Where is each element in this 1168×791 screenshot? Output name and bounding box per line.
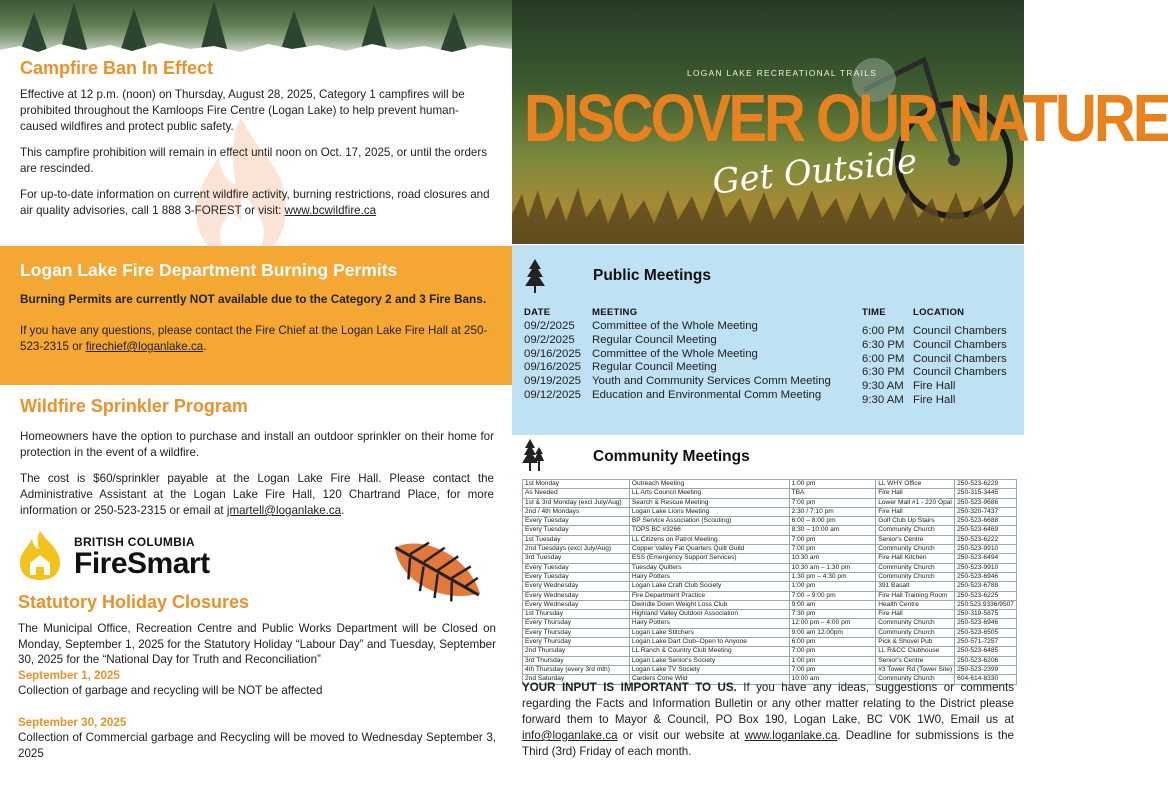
sprinkler-title: Wildfire Sprinkler Program: [20, 396, 248, 416]
community-meeting-day: 3rd Tuesday: [523, 554, 630, 563]
community-meeting-day: Every Wednesday: [523, 591, 630, 600]
public-meeting-meeting: Regular Council Meeting: [592, 333, 717, 346]
community-meeting-location: Senior's Centre: [876, 535, 955, 544]
campfire-ban-paragraph-3-text: For up-to-date information on current wildfire activity, burning restrictions, road closures and air quality advisories, call 1 888 3-FOREST or visit:: [20, 188, 490, 217]
community-meetings-section: [512, 436, 1024, 791]
community-meetings-table: [522, 479, 1017, 685]
holiday-closures-paragraph: The Municipal Office, Recreation Centre and Public Works Department will be Closed on Monday, September 1, 2025 for the Statutory Holiday “Labour Day” and Tuesday, September 30, 2025 for the “National Day for Truth and Reconciliation”: [18, 622, 496, 666]
table-row: [523, 563, 1017, 572]
table-row: [523, 656, 1017, 665]
community-meeting-day: Every Thursday: [523, 638, 630, 647]
community-meeting-day: 3rd Thursday: [523, 656, 630, 665]
community-meeting-meeting: ESS (Emergency Support Services): [629, 554, 789, 563]
community-meeting-location: Community Church: [876, 526, 955, 535]
holiday-date-2-text: Collection of Commercial garbage and Recycling will be moved to Wednesday September 3, 2025: [18, 731, 496, 760]
burning-permits-contact-end: .: [203, 340, 207, 353]
sprinkler-paragraph-2: [20, 471, 494, 519]
campfire-ban-section: [0, 52, 512, 246]
community-meeting-meeting: Logan Lake Lions Meeting: [629, 507, 789, 516]
sprinkler-section: [0, 396, 512, 519]
table-row: [523, 638, 1017, 647]
website-link[interactable]: www.loganlake.ca: [744, 729, 838, 742]
community-meeting-day: Every Thursday: [523, 619, 630, 628]
col-header-date: DATE: [524, 307, 551, 318]
table-row: [523, 498, 1017, 507]
firechief-email-link[interactable]: firechief@loganlake.ca: [85, 340, 204, 353]
community-meeting-day: Every Tuesday: [523, 526, 630, 535]
public-meeting-time: 9:30 AM: [862, 380, 904, 393]
community-meeting-time: 1:00 pm: [789, 480, 876, 489]
public-meetings-title: Public Meetings: [593, 267, 711, 284]
hero-subtitle: LOGAN LAKE RECREATIONAL TRAILS: [687, 68, 878, 78]
community-meeting-phone: 250-523-6222: [955, 535, 1017, 544]
community-meeting-location: Fire Hall: [876, 610, 955, 619]
community-meeting-phone: 250-523-9910: [955, 545, 1017, 554]
community-meeting-location: Pick & Shovel Pub: [876, 638, 955, 647]
public-meeting-date: 09/16/2025: [524, 361, 582, 374]
community-meeting-location: #3 Tower Rd (Tower Site): [876, 665, 955, 674]
col-header-time: TIME: [862, 307, 886, 318]
public-meeting-location: Fire Hall: [913, 394, 956, 406]
community-meeting-phone: 250-523-6505: [955, 628, 1017, 637]
community-meeting-day: Every Thursday: [523, 628, 630, 637]
public-meeting-date: 09/2/2025: [524, 320, 575, 332]
community-meeting-phone: 250-523-6469: [955, 526, 1017, 535]
community-meeting-time: 6:00 pm: [789, 638, 876, 647]
public-meeting-date: 09/12/2025: [524, 389, 582, 401]
community-meeting-time: 8:30 – 10:00 am: [789, 526, 876, 535]
community-meeting-meeting: Fire Department Practice: [629, 591, 789, 600]
table-row: [523, 619, 1017, 628]
community-meeting-meeting: LL Arts Council Meeting: [629, 489, 789, 498]
community-meeting-phone: 250-523-6485: [955, 647, 1017, 656]
table-row: [523, 591, 1017, 600]
community-meeting-meeting: Logan Lake Craft Club Society: [629, 582, 789, 591]
public-meeting-time: 6:00 PM: [862, 352, 905, 365]
community-meeting-day: 2nd Tuesdays (excl July/Aug): [523, 545, 630, 554]
community-meeting-location: Lower Mall #1 - 220 Opal: [876, 498, 955, 507]
public-meeting-meeting: Committee of the Whole Meeting: [592, 320, 758, 332]
holiday-date-2: September 30, 2025: [18, 715, 127, 729]
input-heading: YOUR INPUT IS IMPORTANT TO US.: [522, 681, 737, 694]
firesmart-flame-house-icon: [18, 529, 62, 581]
community-meeting-phone: 604-614-8330: [955, 675, 1017, 684]
community-meeting-location: Golf Club Up Stairs: [876, 517, 955, 526]
community-meeting-time: 7:00 pm: [789, 647, 876, 656]
discover-nature-banner: [512, 0, 1168, 244]
table-row: [523, 545, 1017, 554]
community-meeting-meeting: Dwindle Down Weight Loss Club: [629, 600, 789, 609]
community-meeting-day: 2nd Thursday: [523, 647, 630, 656]
community-meeting-time: 7:00 – 9:00 pm: [789, 591, 876, 600]
public-meeting-date: 09/19/2025: [524, 375, 582, 388]
community-meeting-meeting: Copper Valley Fat Quarters Quilt Guild: [629, 545, 789, 554]
community-meeting-phone: 250-523-9686: [955, 498, 1017, 507]
community-meeting-meeting: Logan Lake Stitchers: [629, 628, 789, 637]
community-meeting-day: 1st Thursday: [523, 610, 630, 619]
community-meeting-phone: 250-523-6688: [955, 517, 1017, 526]
community-meeting-location: Community Church: [876, 545, 955, 554]
public-meeting-time: 6:30 PM: [862, 338, 905, 351]
firesmart-logo: [18, 527, 248, 583]
community-meeting-phone: 250-319-5875: [955, 610, 1017, 619]
community-meeting-time: 12:00 pm – 4:00 pm: [789, 619, 876, 628]
community-meeting-phone: 250-315-3445: [955, 489, 1017, 498]
holiday-date-1: September 1, 2025: [18, 668, 120, 682]
community-meeting-phone: 250-571-7257: [955, 638, 1017, 647]
community-meeting-meeting: LL Ranch & Country Club Meeting: [629, 647, 789, 656]
community-meeting-phone: 250-523-6946: [955, 619, 1017, 628]
table-row: [523, 610, 1017, 619]
firesmart-wordmark: FireSmart: [74, 547, 210, 580]
burning-permits-title: Logan Lake Fire Department Burning Permits: [20, 260, 398, 280]
table-row: [523, 647, 1017, 656]
community-meeting-day: Every Tuesday: [523, 563, 630, 572]
community-meeting-day: Every Tuesday: [523, 517, 630, 526]
community-meeting-time: 10:00 am: [789, 675, 876, 684]
public-meeting-meeting: Regular Council Meeting: [592, 361, 717, 374]
holiday-date-1-text: Collection of garbage and recycling will be NOT be affected: [18, 684, 323, 697]
public-meeting-location: Council Chambers: [913, 366, 1007, 379]
campfire-ban-paragraph-1: Effective at 12 p.m. (noon) on Thursday, August 28, 2025, Category 1 campfires will be prohibited throughout the Kamloops Fire Centre (Logan Lake) to help prevent human-caused wildfires and protect public safety.: [20, 88, 465, 133]
community-meeting-location: Community Church: [876, 628, 955, 637]
public-meeting-date: 09/2/2025: [524, 333, 575, 346]
hero-script: Get Outside: [710, 141, 919, 203]
community-meeting-meeting: Carders Cone Wild: [629, 675, 789, 684]
community-meeting-time: 2:30 / 7:10 pm: [789, 507, 876, 516]
public-meeting-time: 6:30 PM: [862, 366, 905, 379]
community-meeting-day: Every Wednesday: [523, 582, 630, 591]
community-meeting-time: 1:30 pm – 4:30 pm: [789, 572, 876, 581]
burning-permits-section: [0, 246, 512, 385]
hero-title: DISCOVER OUR NATURE: [524, 81, 1168, 156]
community-meeting-location: Fire Hall Kitchen: [876, 554, 955, 563]
community-meeting-time: 7:00 pm: [789, 498, 876, 507]
community-meeting-meeting: TOPS BC #3266: [629, 526, 789, 535]
community-meeting-meeting: Search & Rescue Meeting: [629, 498, 789, 507]
community-meeting-meeting: LL Citizens on Patrol Meeting: [629, 535, 789, 544]
community-meeting-location: Senior's Centre: [876, 656, 955, 665]
sprinkler-paragraph-1: Homeowners have the option to purchase and install an outdoor sprinkler on their home for protection in the event of a wildfire.: [20, 430, 494, 459]
campfire-ban-title: Campfire Ban In Effect: [20, 58, 214, 78]
community-meeting-location: Fire Hall: [876, 507, 955, 516]
public-meeting-meeting: Education and Environmental Comm Meeting: [592, 389, 822, 401]
public-meeting-location: Fire Hall: [913, 380, 956, 393]
community-meeting-phone: 250-523-6946: [955, 572, 1017, 581]
holiday-closures-title: Statutory Holiday Closures: [18, 592, 250, 612]
community-meeting-time: TBA: [789, 489, 876, 498]
community-meeting-meeting: Hairy Potters: [629, 572, 789, 581]
table-row: [523, 665, 1017, 674]
table-row: [523, 535, 1017, 544]
public-meeting-date: 09/16/2025: [524, 347, 582, 360]
burning-permits-contact: [20, 323, 492, 355]
community-meeting-location: Community Church: [876, 619, 955, 628]
public-meeting-location: Council Chambers: [913, 338, 1007, 351]
community-meeting-phone: 250-523-9910: [955, 563, 1017, 572]
campfire-ban-paragraph-3: [20, 187, 492, 219]
community-meeting-meeting: Tuesday Quilters: [629, 563, 789, 572]
community-meeting-meeting: Logan Lake Senior's Society: [629, 656, 789, 665]
community-meeting-meeting: BP Service Association (Scouting): [629, 517, 789, 526]
public-meeting-location: Council Chambers: [913, 352, 1007, 365]
burning-permits-contact-text: If you have any questions, please contact the Fire Chief at the Logan Lake Fire Hall at 250-523-2315 or: [20, 324, 488, 353]
community-meeting-day: 1st & 3rd Monday (excl July/Aug): [523, 498, 630, 507]
input-end-text: . Deadline for submissions is the Third (3rd) Friday of each month.: [522, 729, 1014, 758]
bcwildfire-link[interactable]: www.bcwildfire.ca: [284, 204, 377, 217]
community-meeting-phone: 250.523.9336/9507: [955, 600, 1017, 609]
community-meeting-phone: 250-523-2399: [955, 665, 1017, 674]
public-meeting-time: 9:30 AM: [862, 394, 904, 406]
info-email-link[interactable]: info@loganlake.ca: [522, 729, 618, 742]
public-meeting-meeting: Committee of the Whole Meeting: [592, 347, 758, 360]
community-meeting-phone: 250-523-6206: [955, 656, 1017, 665]
community-meeting-day: 2nd Saturday: [523, 675, 630, 684]
input-text: If you have any ideas, suggestions or comments regarding the Facts and Information Bulletin or any other matter relating to the District please forward them to Mayor & Council, PO Box 190, Logan Lake, BC V0K 1W0, Email us at: [522, 681, 1014, 726]
community-meeting-day: Every Tuesday: [523, 572, 630, 581]
community-meeting-location: LL R&CC Clubhouse: [876, 647, 955, 656]
community-meeting-time: 7:00 pm: [789, 535, 876, 544]
community-meeting-location: 391 Basalt: [876, 582, 955, 591]
community-meeting-location: Health Centre: [876, 600, 955, 609]
community-meetings-title: Community Meetings: [593, 448, 750, 465]
community-meeting-phone: 250-523-6229: [955, 480, 1017, 489]
community-meeting-time: 7:00 pm: [789, 665, 876, 674]
community-meeting-time: 10:30 am – 1:30 pm: [789, 563, 876, 572]
left-column: [0, 0, 512, 791]
sprinkler-paragraph-2-text: The cost is $60/sprinkler payable at the Logan Lake Fire Hall. Please contact the Administrative Assistant at the Logan Lake Fire Hall, 120 Chartrand Place, for more information or 250-523-2315 or email at: [20, 472, 494, 517]
table-row: [523, 517, 1017, 526]
community-meeting-phone: 250-523-6225: [955, 591, 1017, 600]
community-meeting-day: Every Wednesday: [523, 600, 630, 609]
community-meeting-time: 7:00 pm: [789, 545, 876, 554]
table-row: [523, 628, 1017, 637]
pine-tree-icon: [524, 259, 546, 293]
public-meeting-location: Council Chambers: [913, 325, 1007, 337]
public-meeting-meeting: Youth and Community Services Comm Meeting: [592, 375, 831, 388]
community-meeting-time: 9:00 am 12:00pm: [789, 628, 876, 637]
community-meeting-location: Fire Hall Training Room: [876, 591, 955, 600]
table-row: [523, 554, 1017, 563]
table-row: [523, 480, 1017, 489]
community-meeting-phone: 250-523-6494: [955, 554, 1017, 563]
community-meeting-day: 2nd / 4th Mondays: [523, 507, 630, 516]
input-mid-text: or visit our website at: [617, 729, 745, 742]
community-meeting-meeting: Outreach Meeting: [629, 480, 789, 489]
community-meeting-time: 7:30 pm: [789, 610, 876, 619]
table-row: [523, 600, 1017, 609]
community-meeting-location: Fire Hall: [876, 489, 955, 498]
holiday-closures-section: [0, 592, 512, 761]
public-meeting-time: 6:00 PM: [862, 325, 905, 337]
community-meeting-phone: 250-320-7437: [955, 507, 1017, 516]
grass-foreground: [512, 184, 1024, 244]
community-meeting-time: 9:00 am: [789, 600, 876, 609]
public-meetings-section: [512, 245, 1024, 435]
pine-trees-icon: [522, 439, 544, 473]
community-meeting-time: 1:00 pm: [789, 656, 876, 665]
community-meeting-meeting: Logan Lake Dart Club–Open to Anyone: [629, 638, 789, 647]
burning-permits-notice: Burning Permits are currently NOT available due to the Category 2 and 3 Fire Bans.: [20, 292, 487, 306]
community-meeting-day: As Needed: [523, 489, 630, 498]
input-paragraph: [522, 680, 1014, 760]
table-row: [523, 489, 1017, 498]
community-meeting-meeting: Logan Lake TV Society: [629, 665, 789, 674]
table-row: [523, 526, 1017, 535]
table-row: [523, 582, 1017, 591]
community-meeting-day: 4th Thursday (every 3rd mth): [523, 665, 630, 674]
community-meeting-phone: 250-523-6788: [955, 582, 1017, 591]
community-meeting-day: 1st Monday: [523, 480, 630, 489]
community-meeting-location: Community Church: [876, 563, 955, 572]
col-header-meeting: MEETING: [592, 307, 638, 318]
col-header-location: LOCATION: [913, 307, 965, 318]
table-row: [523, 507, 1017, 516]
jmartell-email-link[interactable]: jmartell@loganlake.ca: [226, 504, 342, 517]
table-row: [523, 572, 1017, 581]
community-meeting-meeting: Highland Valley Outdoor Association: [629, 610, 789, 619]
community-meeting-time: 1:00 pm: [789, 582, 876, 591]
community-meeting-time: 6:00 – 8:00 pm: [789, 517, 876, 526]
campfire-ban-paragraph-2: This campfire prohibition will remain in effect until noon on Oct. 17, 2025, or until the orders are rescinded.: [20, 146, 487, 175]
community-meeting-time: 10:30 am: [789, 554, 876, 563]
community-meeting-meeting: Hairy Potters: [629, 619, 789, 628]
community-meeting-location: Community Church: [876, 675, 955, 684]
sprinkler-paragraph-2-end: .: [341, 504, 345, 517]
firesmart-province: BRITISH COLUMBIA: [74, 535, 195, 549]
community-meeting-day: 1st Tuesday: [523, 535, 630, 544]
community-meeting-location: LL WHY Office: [876, 480, 955, 489]
community-meeting-location: Community Church: [876, 572, 955, 581]
